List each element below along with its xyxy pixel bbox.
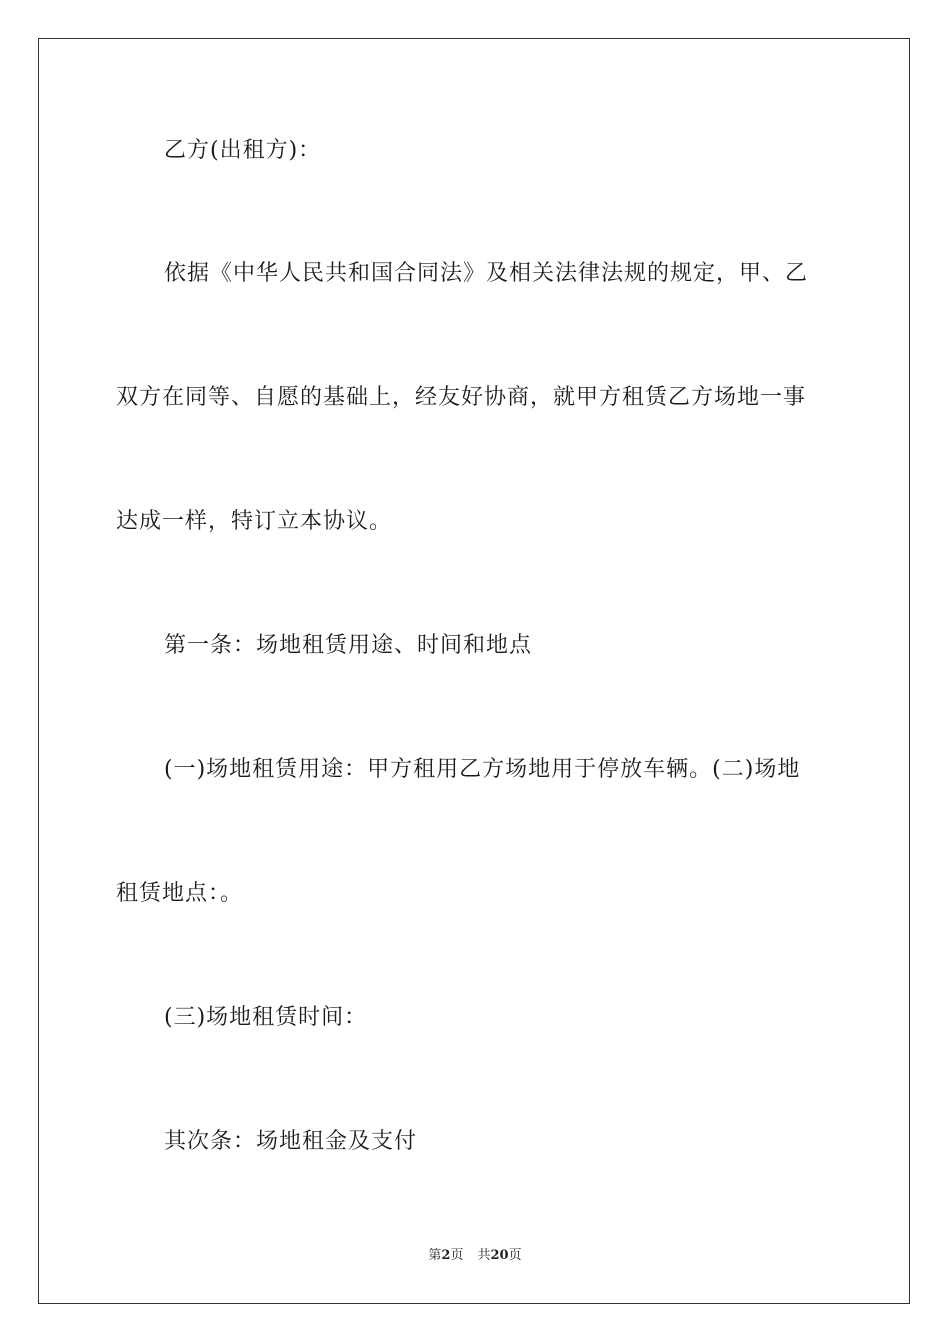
footer-total-suffix: 页: [508, 1248, 522, 1263]
footer-page-prefix: 第: [428, 1248, 442, 1263]
clause-time: (三)场地租赁时间：: [164, 1005, 368, 1030]
page-footer: [0, 1247, 950, 1265]
footer-total-pages: 20: [490, 1248, 509, 1263]
article-two-heading: 其次条：场地租金及支付: [164, 1129, 418, 1154]
clause-usage-line-1: (一)场地租赁用途：甲方租用乙方场地用于停放车辆。(二)场地: [164, 757, 801, 782]
paragraph-line-1: 依据《中华人民共和国合同法》及相关法律法规的规定，甲、乙: [164, 261, 809, 286]
clause-usage-line-2: 租赁地点：。: [116, 881, 244, 906]
paragraph-line-2: 双方在同等、自愿的基础上，经友好协商，就甲方租赁乙方场地一事: [116, 385, 807, 410]
paragraph-line-3: 达成一样，特订立本协议。: [116, 509, 393, 534]
page-border: [38, 38, 910, 1304]
article-one-heading: 第一条：场地租赁用途、时间和地点: [164, 633, 533, 658]
footer-page-suffix: 页: [450, 1248, 464, 1263]
lessor-label: 乙方(出租方)：: [164, 138, 322, 163]
footer-page-number: 2: [441, 1248, 451, 1263]
footer-total-prefix: 共: [477, 1248, 491, 1263]
